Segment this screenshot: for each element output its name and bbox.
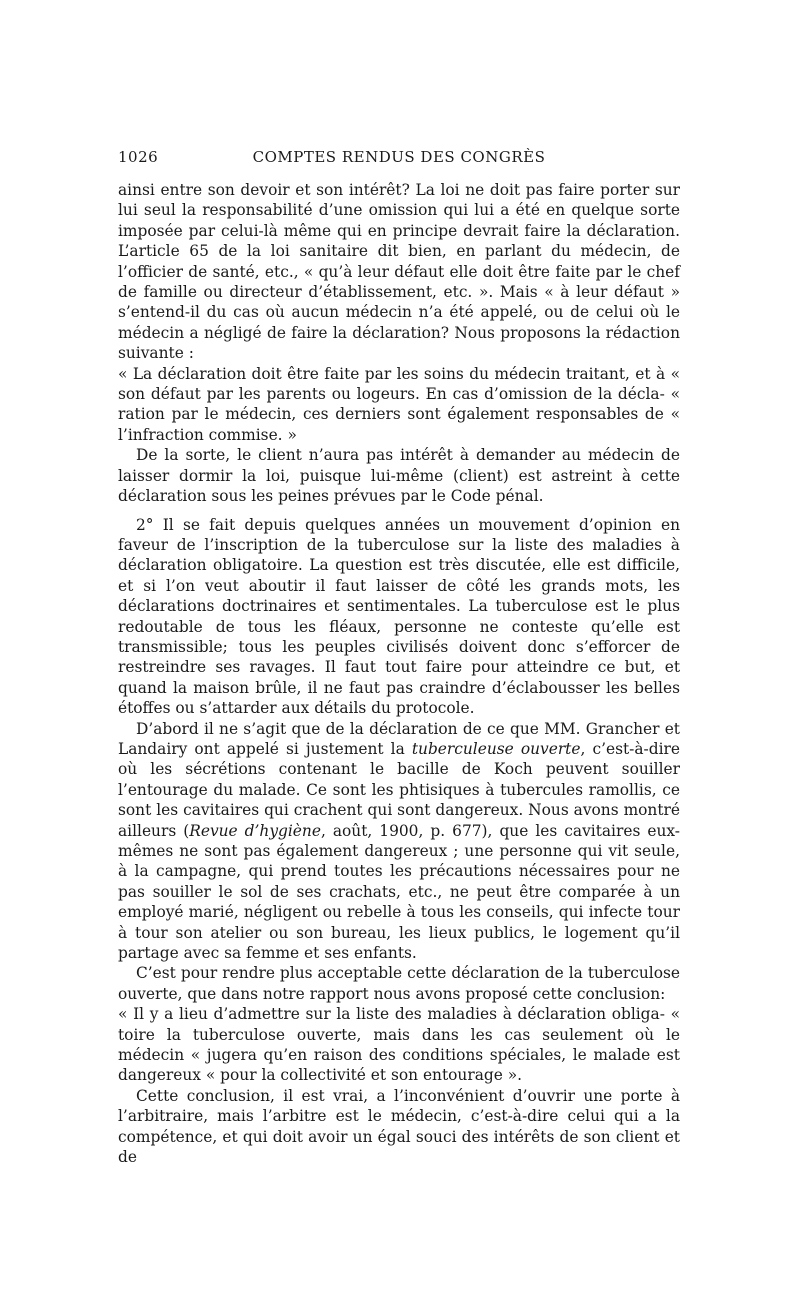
running-title: COMPTES RENDUS DES CONGRÈS	[252, 148, 546, 166]
paragraph-continuation: ainsi entre son devoir et son intérêt? La loi ne doit pas faire porter sur lui seul la responsabilité d’une omission qui lui a été en quelque sorte imposée par celui-là même qui en principe devrait faire la déclaration. L’article 65 de la loi sanitaire dit bien, en parlant du médecin, de l’officier de santé, etc., « qu’à leur défaut elle doit être faite par le chef de famille ou directeur d’établissement, etc. ». Mais « à leur défaut » s’entend-il du cas où aucun médecin n’a été appelé, ou de celui où le médecin a négligé de faire la déclaration? Nous proposons la rédaction suivante :	[118, 181, 680, 363]
paragraph-arbitrary: Cette conclusion, il est vrai, a l’inconvénient d’ouvrir une porte à l’arbitraire, mais l’arbitre est le médecin, c’est-à-dire celui qui a la compétence, et qui doit avoir un égal souci des intérêts de son client et de	[118, 1086, 680, 1167]
text-segment: D’abord il ne s’agit que de la déclaration de ce que MM. Grancher et Landairy ont appelé si justement la	[118, 719, 680, 758]
text-segment: , c’est-à-dire où les sécrétions contenant le bacille de Koch peuvent souiller l’entourage du malade. Ce sont les phtisiques à tubercules ramollis, ce sont les cavitaires qui crachent qui sont dangereux. Nous avons montré ailleurs (	[118, 739, 680, 840]
document-page	[118, 148, 680, 1168]
paragraph-conclusion-intro: C’est pour rendre plus acceptable cette déclaration de la tuberculose ouverte, que dans notre rapport nous avons proposé cette conclusion:	[118, 964, 680, 1003]
section-gap	[118, 507, 680, 515]
paragraph-consequence: De la sorte, le client n’aura pas intérêt à demander au médecin de laisser dormir la loi, puisque lui-même (client) est astreint à cette déclaration sous les peines prévues par le Code pénal.	[118, 446, 680, 506]
emphasis-term: tuberculeuse ouverte	[411, 739, 581, 758]
page-header	[118, 148, 680, 172]
paragraph-open-tuberculosis	[118, 719, 680, 964]
quoted-conclusion: « Il y a lieu d’admettre sur la liste des maladies à déclaration obliga- « toire la tuberculose ouverte, mais dans les cas seulement où le médecin « jugera qu’en raison des conditions spéciales, le malade est dangereux « pour la collectivité et son entourage ».	[118, 1005, 680, 1085]
text-segment: , août, 1900, p. 677), que les cavitaires eux-mêmes ne sont pas également dangereux ; une personne qui vit seule, à la campagne, qui prend toutes les précautions nécessaires pour ne pas souiller le sol de ses crachats, etc., ne peut être comparée à un employé marié, négligent ou rebelle à tous les conseils, qui infecte tour à tour son atelier ou son bureau, les lieux publics, le logement qu’il partage avec sa femme et ses enfants.	[118, 821, 680, 963]
page-number: 1026	[118, 148, 159, 166]
body-text	[118, 180, 680, 1168]
paragraph-tuberculosis: 2° Il se fait depuis quelques années un mouvement d’opinion en faveur de l’inscription de la tuberculose sur la liste des maladies à déclaration obligatoire. La question est très discutée, elle est difficile, et si l’on veut aboutir il faut laisser de côté les grands mots, les déclarations doctrinaires et sentimentales. La tuberculose est le plus redoutable de tous les fléaux, personne ne conteste qu’elle est transmissible; tous les peuples civilisés doivent donc s’efforcer de restreindre ses ravages. Il faut tout faire pour atteindre ce but, et quand la maison brûle, il ne faut pas craindre d’éclabousser les belles étoffes ou s’attarder aux détails du protocole.	[118, 515, 680, 718]
quoted-proposal: « La déclaration doit être faite par les soins du médecin traitant, et à « son défaut par les parents ou logeurs. En cas d’omission de la décla- « ration par le médecin, ces derniers sont également responsables de « l’infraction commise. »	[118, 364, 680, 444]
journal-citation: Revue d’hygiène	[189, 821, 321, 840]
